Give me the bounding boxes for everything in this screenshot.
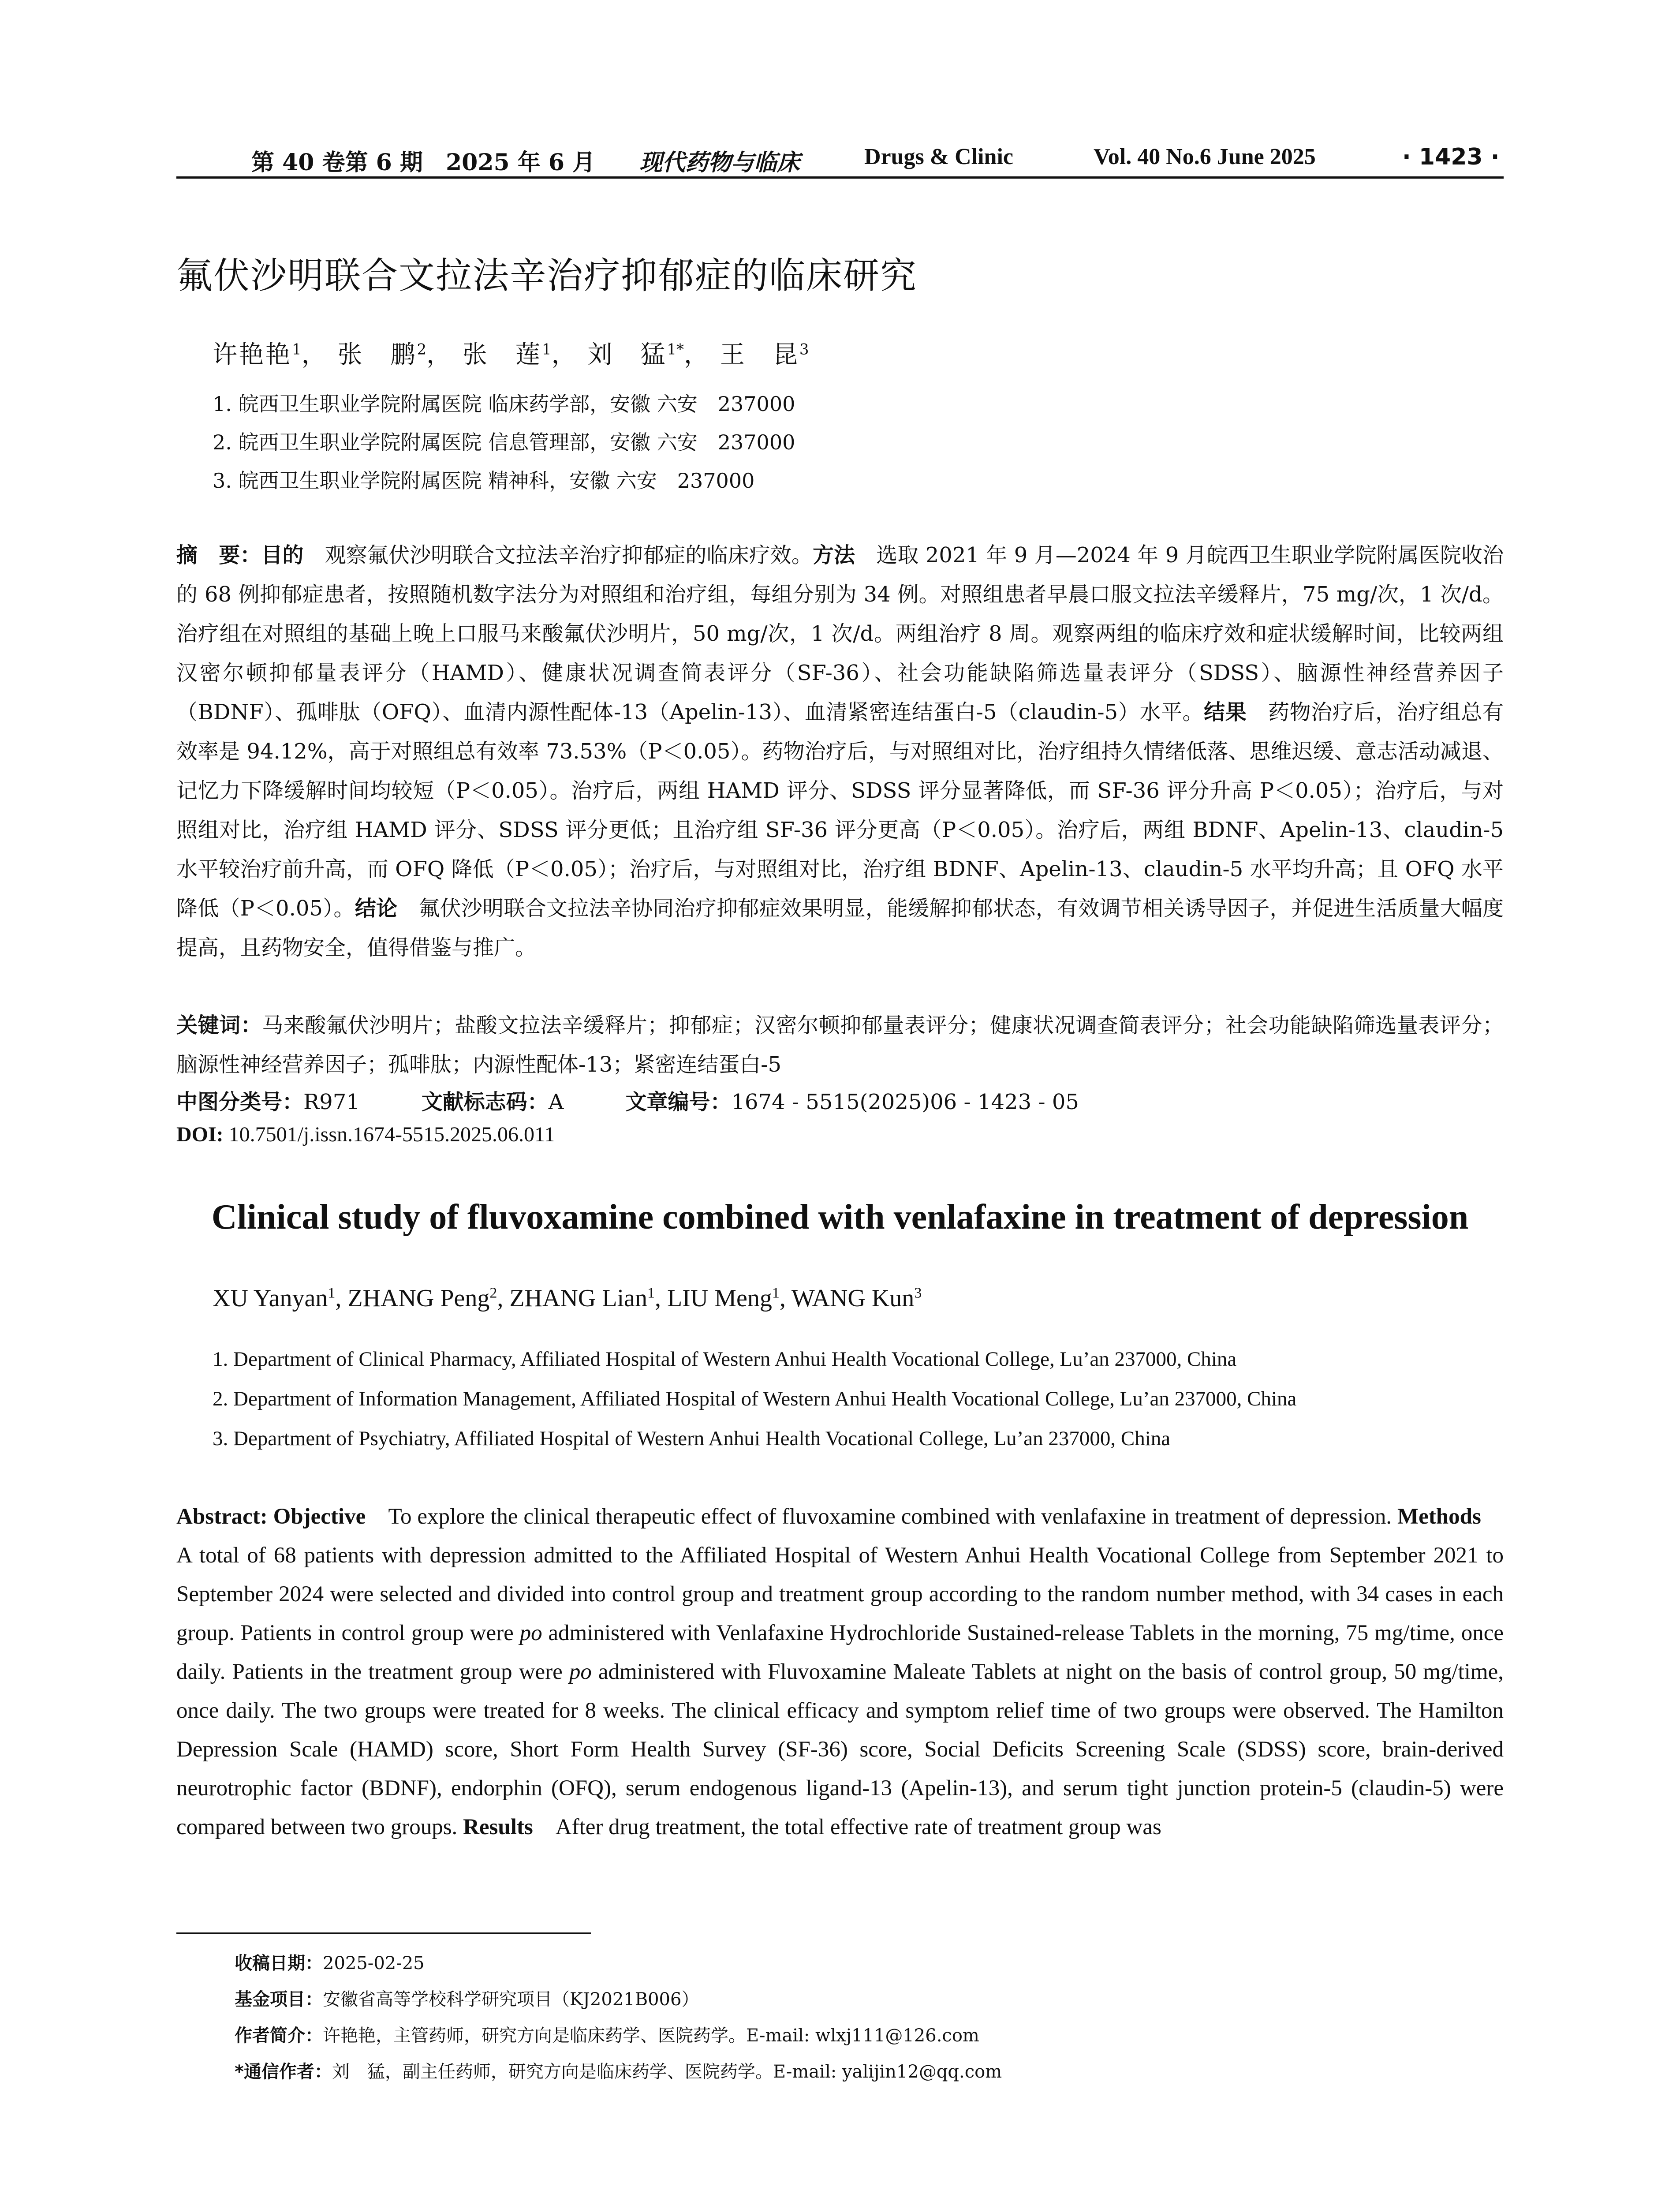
affiliation-en: 2. Department of Information Management, Affiliated Hospital of Western Anhui Health Vocational College, Lu’an 237000, China: [213, 1387, 1297, 1410]
author-affiliation-mark: 1: [647, 1285, 655, 1301]
article-no-label: 文章编号：: [625, 1090, 732, 1114]
keywords-cn: [176, 1006, 1504, 1084]
clc-value: R971: [303, 1090, 360, 1114]
conclusion-label: 结论: [355, 896, 398, 921]
footnote-author-bio: [235, 2022, 979, 2047]
author-affiliation-mark: 1: [292, 340, 302, 359]
objective-label: 目的: [261, 543, 304, 568]
journal-page: [176, 0, 1504, 2205]
footnote-label: 作者简介：: [235, 2026, 323, 2046]
issue-en: Vol. 40 No.6 June 2025: [1094, 144, 1316, 169]
author-name: 张 鹏: [337, 340, 417, 369]
affiliation-cn: 3. 皖西卫生职业学院附属医院 精神科，安徽 六安 237000: [213, 469, 755, 493]
po-abbrev: po: [519, 1621, 542, 1645]
abstract-label: 摘 要：: [176, 543, 261, 568]
page-number: · 1423 ·: [1402, 144, 1500, 170]
author-affiliation-mark: 3: [799, 340, 809, 359]
author-name: LIU Meng: [667, 1285, 772, 1312]
issue-cn: 第 40 卷第 6 期 2025 年 6 月: [251, 149, 596, 176]
doi-label: DOI:: [176, 1123, 224, 1146]
author-affiliation-mark: 2: [489, 1285, 497, 1301]
author-affiliation-mark: 1: [328, 1285, 336, 1301]
clc-label: 中图分类号：: [176, 1090, 304, 1114]
footnote-text: 许艳艳，主管药师，研究方向是临床药学、医院药学。E-mail: wlxj111@126.com: [323, 2026, 979, 2046]
abstract-label: Abstract:: [176, 1504, 268, 1529]
methods-label: Methods: [1397, 1504, 1481, 1529]
journal-name-cn: 现代药物与临床: [639, 149, 800, 176]
author-name: ZHANG Peng: [347, 1285, 490, 1312]
author-name: ZHANG Lian: [509, 1285, 647, 1312]
author-affiliation-mark: 2: [417, 340, 427, 359]
footnote-text: 2025-02-25: [323, 1953, 425, 1973]
doi-line: [176, 1122, 555, 1147]
author-list-cn: 许艳艳$^1$， 张 鹏$^2$， 张 莲$^1$， 刘 猛$^{1*}$， 王 昆$^3$: [213, 340, 809, 369]
results-text: After drug treatment, the total effective rate of treatment group was: [533, 1815, 1161, 1839]
journal-name-en: Drugs & Clinic: [864, 144, 1013, 169]
keywords-label: 关键词：: [176, 1013, 262, 1038]
article-title-en: Clinical study of fluvoxamine combined with venlafaxine in treatment of depression: [211, 1198, 1469, 1237]
footnote-label: 收稿日期：: [235, 1953, 323, 1973]
footnote-text: 刘 猛，副主任药师，研究方向是临床药学、医院药学。E-mail: yalijin12@qq.com: [332, 2062, 1002, 2082]
classification-line: [176, 1085, 1079, 1115]
author-affiliation-mark: 1: [541, 340, 552, 359]
results-label: 结果: [1204, 700, 1247, 725]
author-name: WANG Kun: [791, 1285, 915, 1312]
affiliation-cn: 1. 皖西卫生职业学院附属医院 临床药学部，安徽 六安 237000: [213, 392, 795, 416]
conclusion-text: 氟伏沙明联合文拉法辛协同治疗抑郁症效果明显，能缓解抑郁状态，有效调节相关诱导因子，并促进生活质量大幅度提高，且药物安全，值得借鉴与推广。: [176, 896, 1504, 960]
affiliation-en: 1. Department of Clinical Pharmacy, Affiliated Hospital of Western Anhui Health Vocational College, Lu’an 237000, China: [213, 1348, 1237, 1371]
author-affiliation-mark: 1*: [667, 340, 684, 359]
po-abbrev: po: [569, 1659, 592, 1684]
author-name: 王 昆: [720, 340, 799, 369]
methods-text: administered with Fluvoxamine Maleate Tablets at night on the basis of control group, 50 mg/time, once daily. The two groups were treated for 8 weeks. The clinical efficacy and symptom relief time of two groups were observed. The Hamilton Depression Scale (HAMD) score, Short Form Health Survey (SF-36) score, Social Deficits Screening Scale (SDSS) score, brain-derived neurotrophic factor (BDNF), endorphin (OFQ), serum endogenous ligand-13 (Apelin-13), and serum tight junction protein-5 (claudin-5) were compared between two groups.: [176, 1659, 1504, 1839]
footnote-rule: [176, 1932, 591, 1934]
author-list-en: XU Yanyan$^1$, ZHANG Peng$^2$, ZHANG Lian$^1$, LIU Meng$^1$, WANG Kun$^3$: [213, 1285, 922, 1312]
author-affiliation-mark: 3: [914, 1285, 922, 1301]
doc-code-label: 文献标志码：: [421, 1090, 549, 1114]
footnote-text: 安徽省高等学校科学研究项目（KJ2021B006）: [323, 1989, 699, 2010]
objective-text: To explore the clinical therapeutic effect of fluvoxamine combined with venlafaxine in treatment of depression.: [366, 1504, 1392, 1529]
abstract-cn: [176, 536, 1504, 968]
footnote-funding: [235, 1985, 699, 2011]
author-affiliation-mark: 1: [772, 1285, 780, 1301]
objective-label: Objective: [273, 1504, 366, 1529]
results-text: 药物治疗后，治疗组总有效率是 94.12%，高于对照组总有效率 73.53%（P＜0.05）。药物治疗后，与对照组对比，治疗组持久情绪低落、思维迟缓、意志活动减退、记忆力下降缓解时间均较短（P＜0.05）。治疗后，两组 HAMD 评分、SDSS 评分显著降低，而 SF-36 评分升高 P＜0.05）；治疗后，与对照组对比，治疗组 HAMD 评分、SDSS 评分更低；且治疗组 SF-36 评分更高（P＜0.05）。治疗后，两组 BDNF、Apelin-13、claudin-5 水平较治疗前升高，而 OFQ 降低（P＜0.05）；治疗后，与对照组对比，治疗组 BDNF、Apelin-13、claudin-5 水平均升高；且 OFQ 水平降低（P＜0.05）。: [176, 700, 1504, 921]
author-name: 刘 猛: [587, 340, 667, 369]
methods-text: A total of 68 patients with depression admitted to the Affiliated Hospital of Western Anhui Health Vocational College from September 2021 to September 2024 were selected and divided into control group and treatment group according to the random number method, with 34 cases in each group. Patients in control group were: [176, 1504, 1504, 1645]
methods-text: administered with Venlafaxine Hydrochloride Sustained-release Tablets in the morning, 75 mg/time, once daily. Patients in the treatment group were: [176, 1621, 1504, 1684]
affiliation-en: 3. Department of Psychiatry, Affiliated Hospital of Western Anhui Health Vocational College, Lu’an 237000, China: [213, 1427, 1171, 1450]
methods-text: 选取 2021 年 9 月—2024 年 9 月皖西卫生职业学院附属医院收治的 68 例抑郁症患者，按照随机数字法分为对照组和治疗组，每组分别为 34 例。对照组患者早晨口服文拉法辛缓释片，75 mg/次，1 次/d。治疗组在对照组的基础上晚上口服马来酸氟伏沙明片，50 mg/次，1 次/d。两组治疗 8 周。观察两组的临床疗效和症状缓解时间，比较两组汉密尔顿抑郁量表评分（HAMD）、健康状况调查简表评分（SF-36）、社会功能缺陷筛选量表评分（SDSS）、脑源性神经营养因子（BDNF）、孤啡肽（OFQ）、血清内源性配体-13（Apelin-13）、血清紧密连结蛋白-5（claudin-5）水平。: [176, 543, 1504, 725]
author-name: 许艳艳: [213, 340, 292, 369]
footnote-received: [235, 1949, 425, 1974]
author-name: 张 莲: [462, 340, 542, 369]
article-title-cn: 氟伏沙明联合文拉法辛治疗抑郁症的临床研究: [176, 255, 918, 297]
affiliation-cn: 2. 皖西卫生职业学院附属医院 信息管理部，安徽 六安 237000: [213, 430, 795, 454]
footnote-label: *通信作者：: [235, 2062, 332, 2082]
footnote-corresponding: [235, 2058, 1002, 2083]
doi-value: 10.7501/j.issn.1674-5515.2025.06.011: [228, 1123, 555, 1146]
methods-label: 方法: [812, 543, 855, 568]
results-label: Results: [463, 1815, 533, 1839]
article-no-value: 1674 - 5515(2025)06 - 1423 - 05: [731, 1090, 1079, 1114]
header-rule: [176, 176, 1504, 179]
author-name: XU Yanyan: [213, 1285, 328, 1312]
running-header: [176, 140, 1504, 176]
objective-text: 观察氟伏沙明联合文拉法辛治疗抑郁症的临床疗效。: [303, 543, 813, 568]
abstract-en: [176, 1497, 1504, 1846]
keywords-text: 马来酸氟伏沙明片；盐酸文拉法辛缓释片；抑郁症；汉密尔顿抑郁量表评分；健康状况调查简表评分；社会功能缺陷筛选量表评分；脑源性神经营养因子；孤啡肽；内源性配体-13；紧密连结蛋白-5: [176, 1013, 1504, 1077]
doc-code-value: A: [548, 1090, 564, 1114]
footnote-label: 基金项目：: [235, 1989, 323, 2010]
